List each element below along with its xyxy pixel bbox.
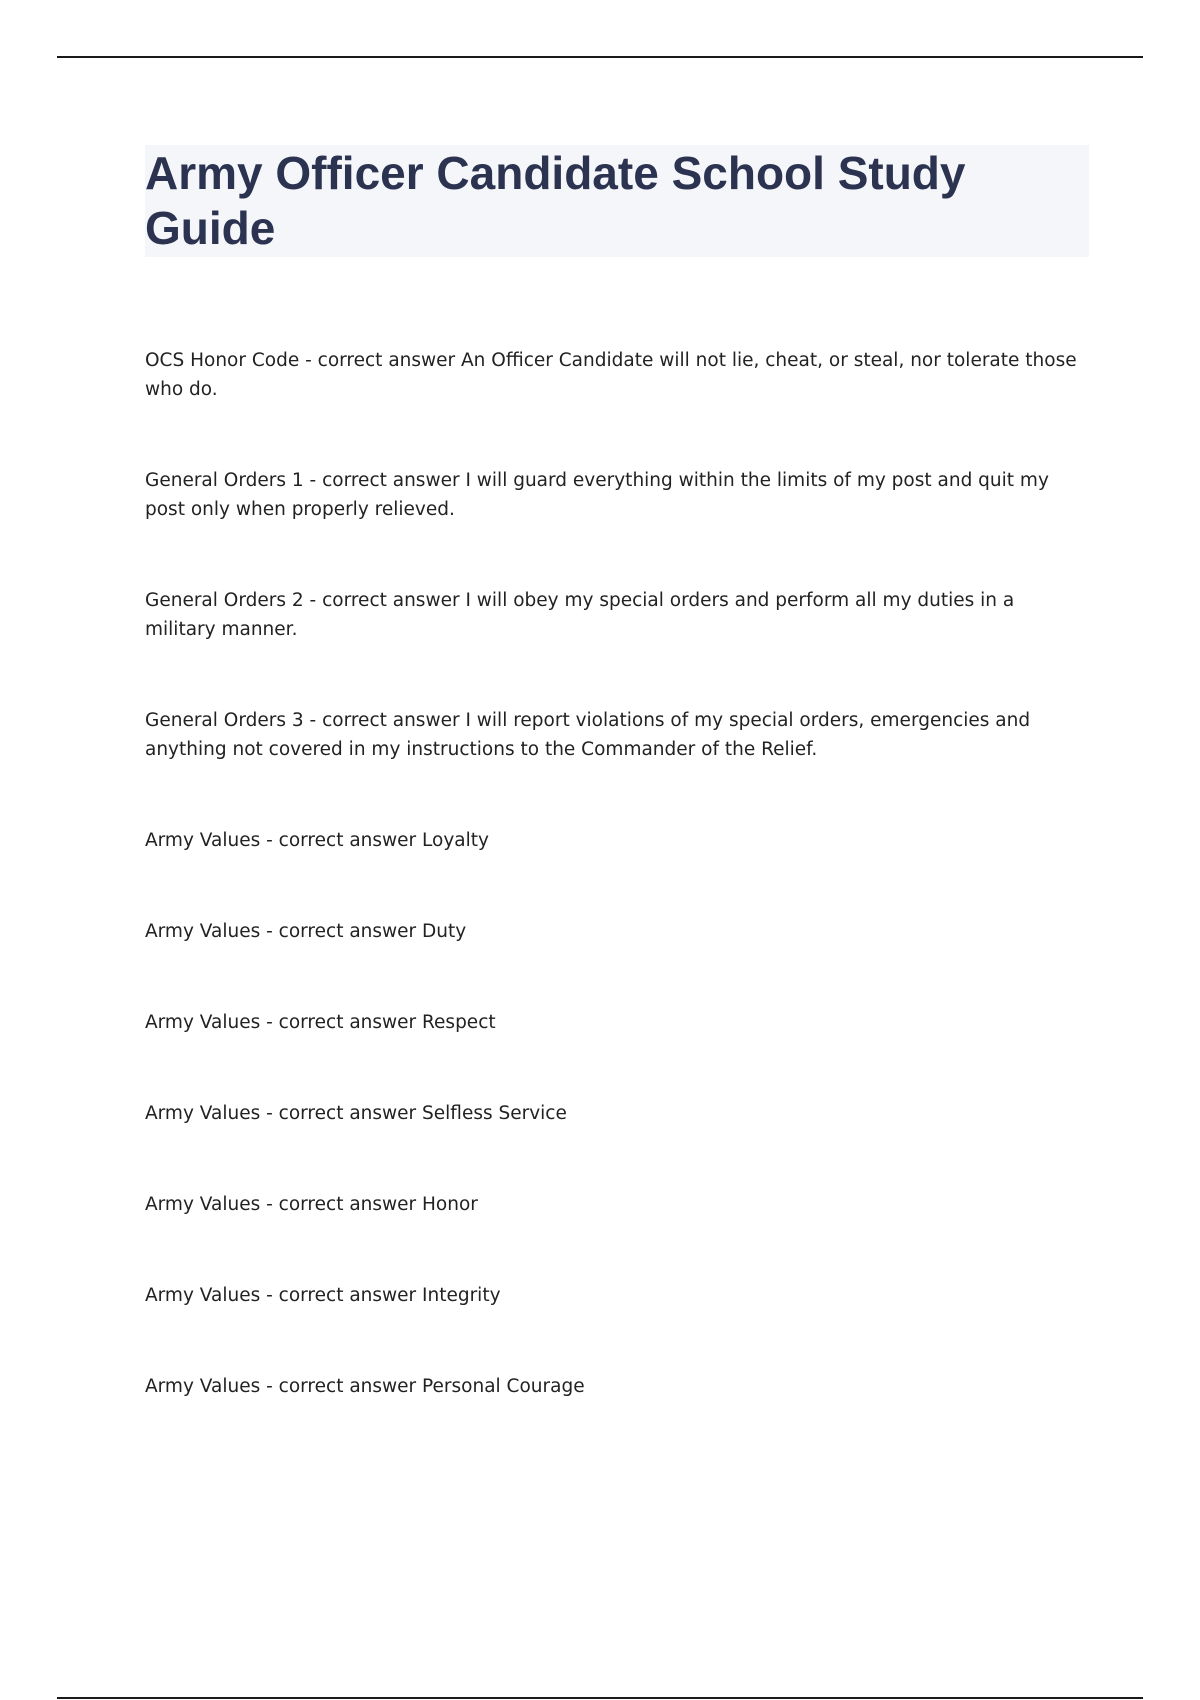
list-item: OCS Honor Code - correct answer An Officer Candidate will not lie, cheat, or steal, nor tolerate those who do. [145, 350, 1077, 400]
list-item: Army Values - correct answer Loyalty [145, 830, 489, 851]
list-item: Army Values - correct answer Integrity [145, 1285, 501, 1306]
list-item: General Orders 2 - correct answer I will obey my special orders and perform all my duties in a military manner. [145, 590, 1015, 640]
list-item: Army Values - correct answer Selfless Service [145, 1103, 567, 1124]
page-title: Army Officer Candidate School Study Guide [145, 147, 966, 254]
list-item: Army Values - correct answer Honor [145, 1194, 478, 1215]
list-item: Army Values - correct answer Duty [145, 921, 467, 942]
top-rule [57, 56, 1143, 58]
bottom-rule [57, 1697, 1143, 1699]
list-item: General Orders 1 - correct answer I will guard everything within the limits of my post and quit my post only when properly relieved. [145, 470, 1049, 520]
list-item: Army Values - correct answer Personal Courage [145, 1376, 585, 1397]
list-item: Army Values - correct answer Respect [145, 1012, 496, 1033]
list-item: General Orders 3 - correct answer I will report violations of my special orders, emergencies and anything not covered in my instructions to the Commander of the Relief. [145, 710, 1031, 760]
